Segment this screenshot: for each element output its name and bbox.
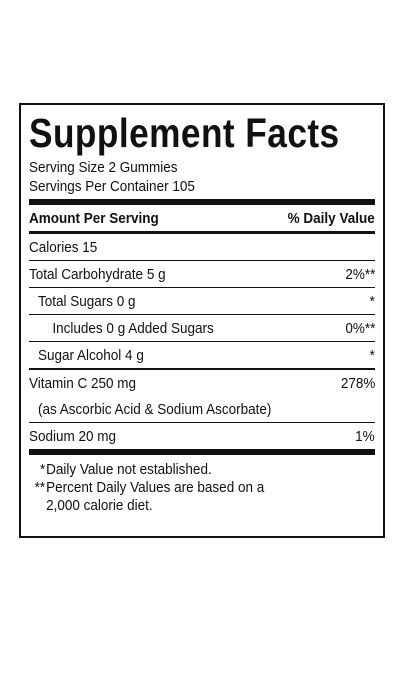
panel-title: Supplement Facts [29, 110, 340, 156]
nutrient-name: Includes 0 g Added Sugars [52, 319, 214, 337]
servings-per-container: Servings Per Container 105 [29, 178, 195, 195]
nutrient-daily-value: 1% [355, 427, 375, 445]
nutrient-row-total-sugars [29, 288, 375, 315]
nutrient-name: Sugar Alcohol 4 g [38, 346, 144, 364]
nutrient-row-calories [29, 234, 375, 261]
nutrient-daily-value: * [369, 292, 375, 310]
footnote-mark: * [39, 461, 46, 478]
nutrient-daily-value: 0%** [344, 319, 375, 337]
serving-size: Serving Size 2 Gummies [29, 159, 178, 176]
footnote-text: Percent Daily Values are based on a [46, 479, 265, 496]
nutrient-row-total-carbohydrate [29, 261, 375, 288]
nutrient-name: Vitamin C 250 mg [29, 374, 137, 392]
nutrient-name: Calories 15 [29, 238, 98, 256]
footnote-text: 2,000 calorie diet. [46, 497, 153, 514]
nutrient-row-sugar-alcohol [29, 342, 375, 370]
nutrient-source-note: (as Ascorbic Acid & Sodium Ascorbate) [38, 400, 272, 418]
nutrient-row-vitamin-c [29, 370, 375, 396]
nutrient-name: Total Sugars 0 g [38, 292, 136, 310]
amount-per-serving-header: Amount Per Serving [29, 209, 159, 227]
footnote-item [29, 461, 340, 479]
nutrient-name: Sodium 20 mg [29, 427, 117, 445]
footnote-mark [29, 497, 45, 515]
column-header-row [29, 205, 375, 231]
footnote-mark: ** [34, 479, 46, 496]
supplement-facts-panel [19, 103, 385, 538]
nutrient-name: Total Carbohydrate 5 g [29, 265, 166, 283]
footnote-item [29, 479, 340, 497]
footnote-text: Daily Value not established. [46, 461, 212, 478]
nutrient-row-added-sugars [29, 315, 375, 342]
nutrient-daily-value: 2%** [344, 265, 375, 283]
footnote-item [29, 497, 340, 515]
nutrient-row-sodium [29, 423, 375, 449]
daily-value-header: % Daily Value [287, 209, 375, 227]
nutrient-daily-value: * [369, 346, 375, 364]
nutrient-daily-value: 278% [340, 374, 375, 392]
nutrient-row-vitamin-c-source [29, 396, 375, 423]
footnotes [29, 455, 375, 515]
